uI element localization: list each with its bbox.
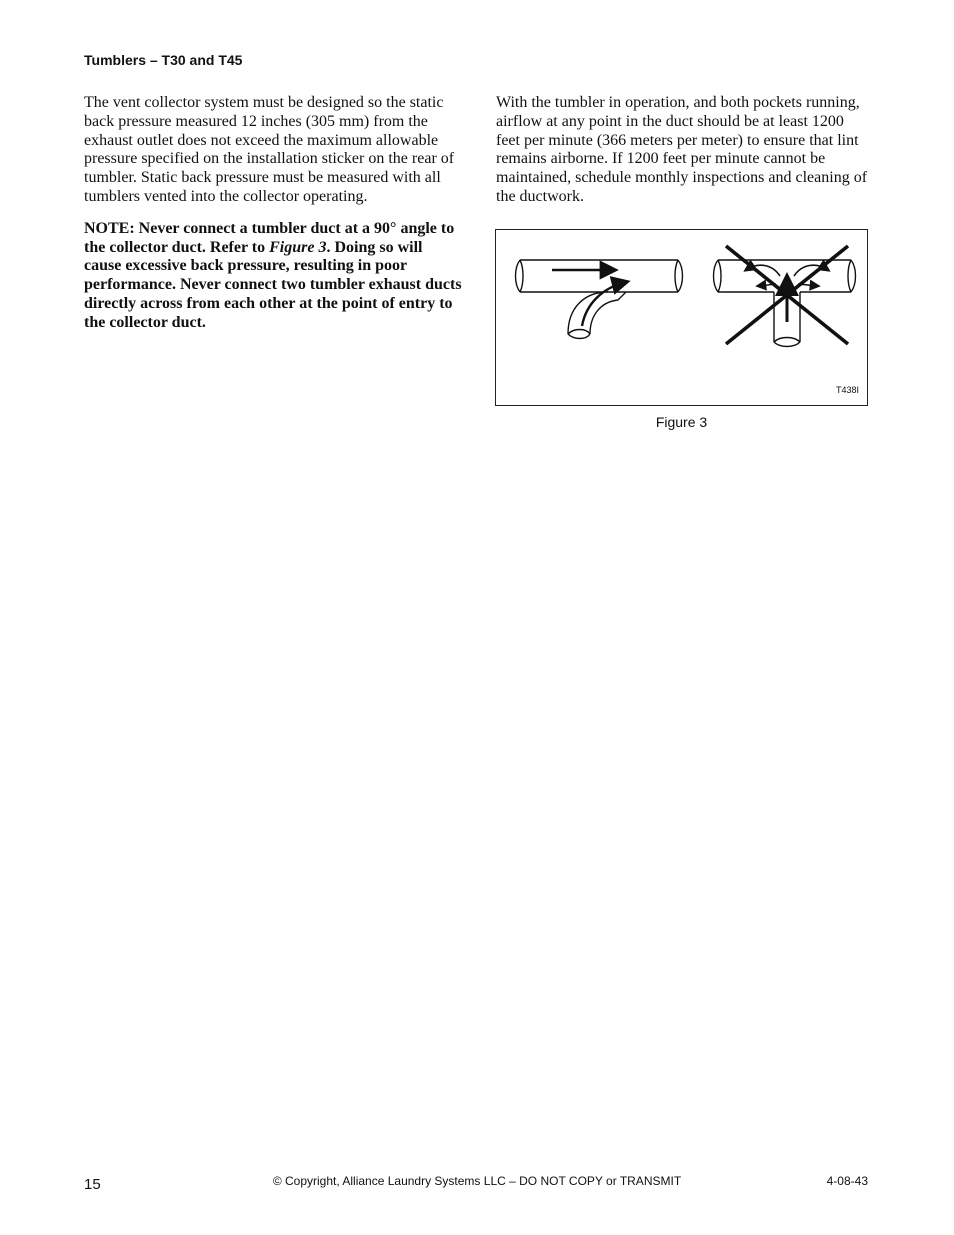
page-header-title: Tumblers – T30 and T45 <box>84 52 243 68</box>
page-number: 15 <box>84 1176 101 1193</box>
duct-diagram <box>496 230 868 406</box>
right-column <box>496 94 868 220</box>
document-number: 4-08-43 <box>826 1174 868 1188</box>
incorrect-90-degree-duct-diagram <box>714 246 856 347</box>
note-text-start: NOTE: Never connect a tumbler duct at a 90° angle to the collector duct. Refer to <box>84 219 455 256</box>
figure-code-label: T438I <box>835 385 859 395</box>
airflow-paragraph: With the tumbler in operation, and both pockets running, airflow at any point in the duct should be at least 1200 feet per minute (366 meters per meter) to ensure that lint remains airborne. If 1200 feet per minute cannot be maintained, schedule monthly inspections and cleaning of the ductwork. <box>496 94 868 205</box>
figure-caption: Figure 3 <box>655 414 708 430</box>
correct-angled-duct-diagram <box>516 260 683 339</box>
figure-3-box <box>495 229 868 406</box>
vent-collector-paragraph: The vent collector system must be designed so the static back pressure measured 12 inches (305 mm) from the exhaust outlet does not exceed the maximum allowable pressure specified on the installation sticker on the rear of tumbler. Static back pressure must be measured with all tumblers vented into the collector operating. <box>84 94 455 205</box>
left-column <box>84 94 462 346</box>
figure-reference-link[interactable]: Figure 3 <box>269 238 327 256</box>
note-paragraph <box>84 220 462 333</box>
copyright-notice: © Copyright, Alliance Laundry Systems LLC – DO NOT COPY or TRANSMIT <box>272 1174 682 1188</box>
note-text-end: . Doing so will cause excessive back pressure, resulting in poor performance. Never connect two tumbler exhaust ducts directly across from each other at the point of entry to the collector duct. <box>84 238 462 331</box>
